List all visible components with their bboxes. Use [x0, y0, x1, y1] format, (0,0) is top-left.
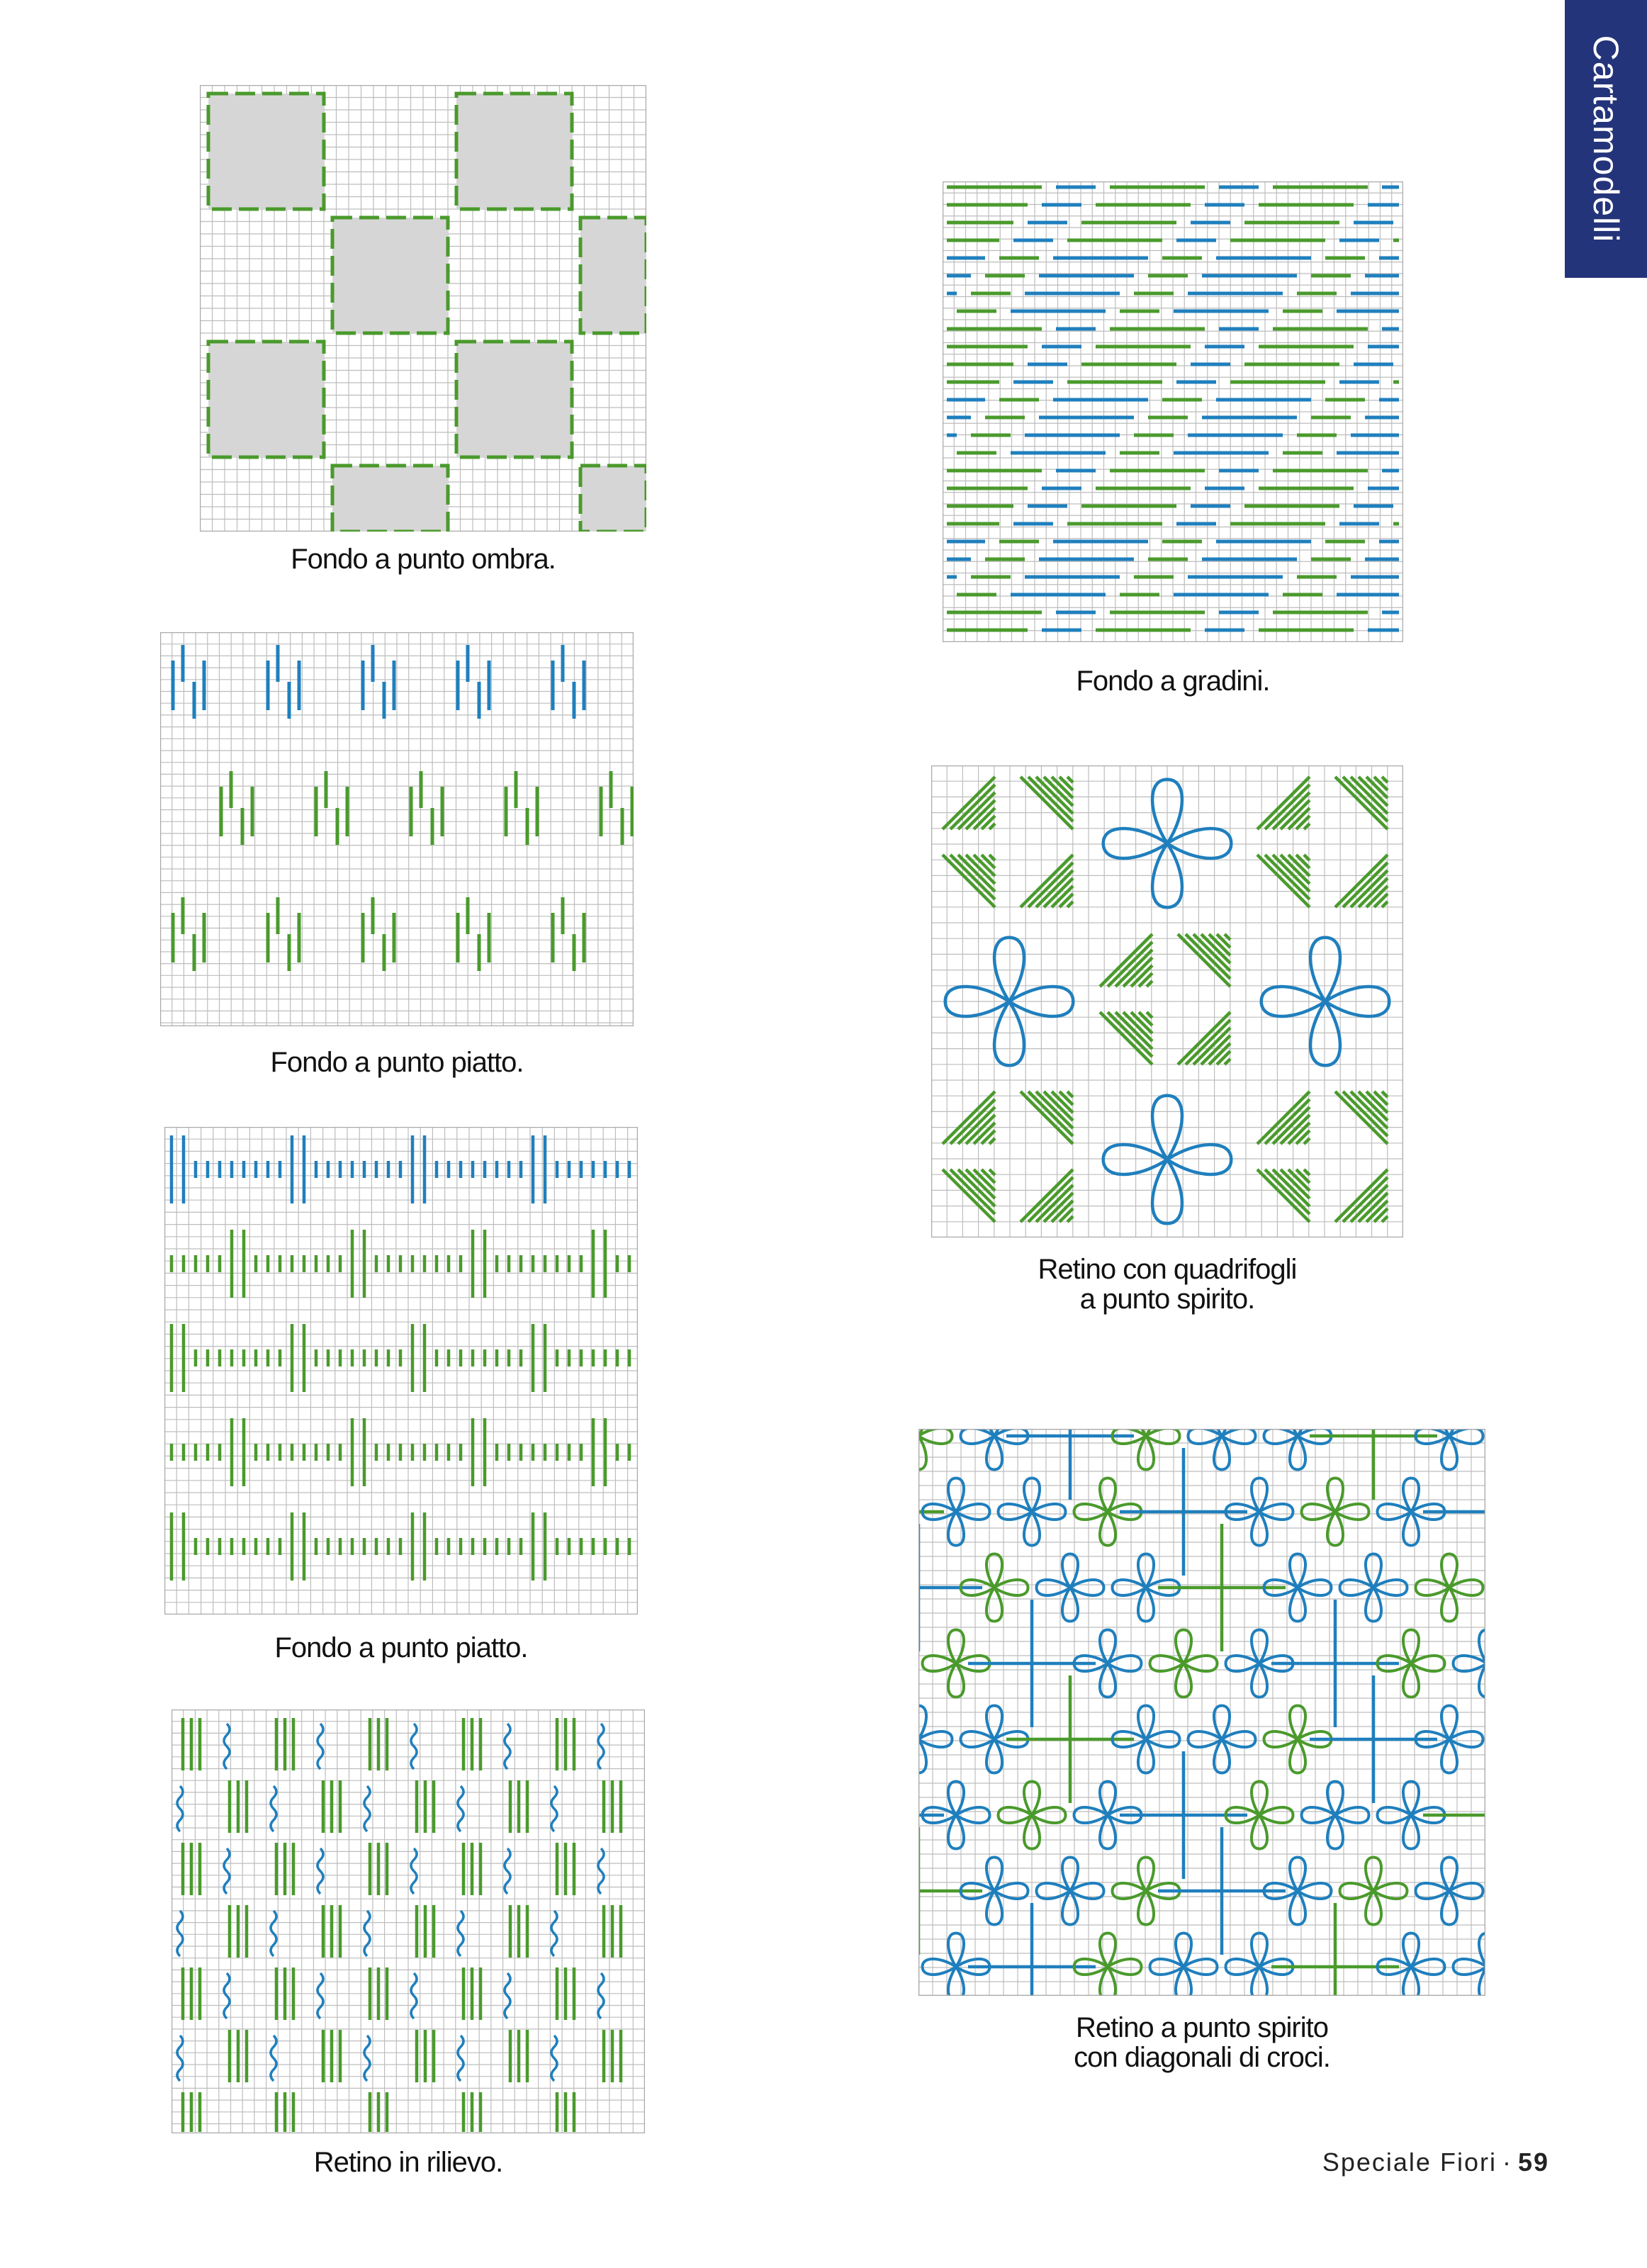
clover-petal	[1416, 1580, 1450, 1595]
clover-petal	[986, 1436, 1002, 1470]
satin-diagonal	[1335, 1091, 1388, 1144]
footer-separator: ·	[1502, 2148, 1512, 2177]
clover-petal	[1167, 829, 1231, 858]
grid-lines	[943, 181, 1403, 642]
clover-petal	[1146, 1429, 1180, 1444]
satin-diagonal	[1359, 1193, 1388, 1222]
wrap-stitch	[551, 1911, 557, 1956]
satin-diagonal	[1021, 1091, 1073, 1144]
clover-petal	[1176, 1933, 1191, 1967]
section-tab	[1565, 0, 1647, 278]
wrap-stitch	[364, 1911, 370, 1956]
clover-petal	[1310, 1001, 1340, 1065]
wrap-stitch	[458, 2036, 463, 2081]
wrap-stitch	[458, 1786, 463, 1831]
clover-petal	[1259, 1504, 1293, 1520]
clover-petal	[1290, 1891, 1305, 1925]
clover-petal	[986, 1891, 1002, 1925]
clover-petal	[1335, 1807, 1369, 1823]
satin-diagonal	[1257, 1169, 1310, 1222]
satin-diagonal	[943, 1169, 995, 1222]
caption-quadrifogli-line1: Retino con quadrifogli	[1038, 1254, 1297, 1285]
clover-petal	[1138, 1436, 1154, 1470]
wrap-stitch	[411, 1973, 417, 2019]
satin-diagonal	[1044, 878, 1073, 907]
clover-petal	[1340, 1580, 1374, 1595]
satin-diagonal	[1257, 855, 1310, 907]
clover-petal	[1176, 1663, 1191, 1697]
clover-petal	[1310, 938, 1340, 1001]
wrap-stitch	[551, 1786, 557, 1831]
satin-diagonal	[943, 1091, 995, 1144]
clover-petal	[986, 1588, 1002, 1622]
wrap-stitch	[271, 1911, 276, 1956]
clover-petal	[1403, 1630, 1419, 1664]
clover-petal	[1062, 1891, 1078, 1925]
shadow-stitch-block	[580, 218, 646, 333]
satin-diagonal	[943, 855, 995, 907]
diagram-piatto-1-chart	[160, 632, 634, 1026]
page-number: 59	[1517, 2148, 1549, 2177]
satin-diagonal	[1281, 800, 1310, 829]
clover-petal	[1138, 1588, 1154, 1622]
clover-petal	[1070, 1580, 1104, 1595]
section-tab-label: Cartamodelli	[1586, 35, 1626, 243]
clover-petal	[1100, 1815, 1115, 1849]
shadow-stitch-block	[332, 218, 448, 333]
clover-petal	[1264, 1731, 1298, 1747]
clover-petal	[1184, 1959, 1218, 1975]
diagram-gradini	[943, 181, 1403, 642]
diagram-spirito-croci	[918, 1429, 1485, 1996]
wrap-stitch	[458, 1911, 463, 1956]
clover-petal	[1100, 1630, 1115, 1664]
clover-petal	[1226, 1959, 1260, 1975]
caption-quadrifogli	[931, 1254, 1403, 1314]
diagram-rilievo-chart	[172, 1710, 645, 2133]
wrap-stitch	[317, 1973, 323, 2019]
clover-stitch	[1188, 1706, 1256, 1773]
diagram-gradini-chart	[943, 181, 1403, 642]
wrap-stitch	[271, 2036, 276, 2081]
satin-diagonal	[1382, 902, 1388, 907]
clover-petal	[1184, 1656, 1218, 1671]
wrap-stitch	[224, 1973, 230, 2019]
shadow-stitch-block	[456, 94, 572, 209]
satin-diagonal	[1021, 855, 1073, 907]
footer-title: Speciale Fiori	[1322, 2148, 1497, 2177]
satin-diagonal	[1273, 1107, 1310, 1144]
satin-diagonal	[1281, 1115, 1310, 1144]
clover-petal	[1252, 1512, 1267, 1546]
diagram-spirito-croci-chart	[918, 1429, 1485, 1996]
caption-rilievo: Retino in rilievo.	[313, 2147, 503, 2178]
clover-petal	[923, 1959, 957, 1975]
clover-stitch	[1340, 1554, 1407, 1622]
wrap-stitch	[364, 1786, 370, 1831]
satin-diagonal	[1067, 902, 1073, 907]
clover-stitch	[1302, 1478, 1369, 1546]
satin-diagonal	[1100, 1012, 1152, 1065]
diagram-quadrifogli	[931, 765, 1403, 1237]
satin-diagonal	[1021, 777, 1073, 829]
clover-petal	[1252, 1782, 1267, 1816]
clover-petal	[1103, 829, 1167, 858]
satin-diagonal	[958, 1169, 995, 1206]
grid-lines	[160, 632, 634, 1026]
grid-lines	[172, 1710, 645, 2133]
clover-petal	[1366, 1858, 1381, 1892]
caption-spirito-croci	[918, 2013, 1485, 2072]
satin-diagonal	[1382, 1216, 1388, 1222]
wrap-stitch	[177, 2036, 183, 2081]
clover-petal	[1100, 1782, 1115, 1816]
clover-petal	[1188, 1429, 1222, 1444]
diagram-piatto-2	[164, 1127, 638, 1615]
clover-petal	[1113, 1580, 1147, 1595]
wrap-stitch	[505, 1724, 510, 1769]
clover-stitch	[1416, 1858, 1483, 1925]
clover-petal	[1188, 1731, 1222, 1747]
caption-ombra: Fondo a punto ombra.	[291, 544, 556, 575]
caption-spirito-croci-line1: Retino a punto spirito	[1075, 2012, 1328, 2043]
clover-petal	[1403, 1782, 1419, 1816]
wrap-stitch	[505, 1973, 510, 2019]
clover-petal	[1403, 1933, 1419, 1967]
clover-petal	[1290, 1858, 1305, 1892]
clover-petal	[948, 1512, 964, 1546]
satin-diagonal	[958, 792, 995, 829]
clover-petal	[1146, 1731, 1180, 1747]
clover-petal	[1290, 1739, 1305, 1773]
clover-stitch	[1340, 1858, 1407, 1925]
clover-stitch	[1037, 1554, 1104, 1622]
clover-petal	[1449, 1429, 1483, 1444]
clover-petal	[1403, 1663, 1419, 1697]
satin-diagonal	[1382, 777, 1388, 782]
clover-petal	[1138, 1706, 1154, 1740]
clover-petal	[1441, 1858, 1457, 1892]
clover-petal	[1252, 1478, 1267, 1512]
satin-diagonal	[1115, 1012, 1152, 1049]
satin-diagonal	[1178, 934, 1230, 987]
clover-petal	[1302, 1807, 1336, 1823]
satin-diagonal	[1359, 878, 1388, 907]
caption-quadrifogli-line2: a punto spirito.	[1079, 1284, 1255, 1315]
clover-petal	[1167, 1145, 1231, 1174]
clover-petal	[994, 1580, 1028, 1595]
clover-petal	[948, 1663, 964, 1697]
clover-stitch	[1226, 1933, 1293, 1997]
satin-diagonal	[1067, 777, 1073, 782]
shadow-stitch-block	[208, 94, 324, 209]
clover-petal	[948, 1630, 964, 1664]
clover-stitch	[1454, 1933, 1486, 1997]
clover-petal	[1403, 1512, 1419, 1546]
satin-diagonal	[1123, 958, 1152, 987]
clover-petal	[1138, 1891, 1154, 1925]
clover-petal	[1138, 1858, 1154, 1892]
satin-diagonal	[1273, 1169, 1310, 1206]
clover-petal	[1335, 1504, 1369, 1520]
diagram-ombra-chart	[200, 85, 646, 532]
clover-petal	[1441, 1588, 1457, 1622]
clover-petal	[1373, 1580, 1407, 1595]
clover-petal	[1454, 1959, 1486, 1975]
wrap-stitch	[598, 1973, 604, 2019]
clover-stitch	[1416, 1554, 1483, 1622]
clover-petal	[1411, 1959, 1445, 1975]
clover-petal	[948, 1815, 964, 1849]
shadow-stitch-block	[456, 342, 572, 457]
wrap-stitch	[551, 2036, 557, 2081]
clover-stitch	[1454, 1630, 1486, 1697]
shadow-stitch-block	[332, 466, 448, 532]
clover-petal	[1108, 1656, 1142, 1671]
satin-diagonal	[1067, 1091, 1073, 1097]
satin-diagonal	[943, 777, 995, 829]
clover-petal	[1252, 1815, 1267, 1849]
satin-diagonal	[966, 1169, 995, 1198]
clover-petal	[948, 1782, 964, 1816]
clover-petal	[1226, 1656, 1260, 1671]
clover-petal	[1100, 1478, 1115, 1512]
clover-petal	[1403, 1478, 1419, 1512]
clover-petal	[1290, 1706, 1305, 1740]
satin-diagonal	[1335, 855, 1388, 907]
page-footer	[1322, 2148, 1549, 2177]
satin-diagonal	[1067, 1216, 1073, 1222]
clover-stitch	[1302, 1782, 1369, 1849]
satin-diagonal	[1225, 1059, 1230, 1065]
caption-piatto-1: Fondo a punto piatto.	[270, 1047, 524, 1078]
clover-petal	[1252, 1663, 1267, 1697]
grid-lines	[918, 1429, 1485, 1996]
satin-diagonal	[1225, 934, 1230, 940]
diagram-piatto-2-chart	[164, 1127, 638, 1615]
satin-diagonal	[1044, 1193, 1073, 1222]
clover-petal	[948, 1478, 964, 1512]
satin-diagonal	[1335, 777, 1388, 829]
wrap-stitch	[224, 1724, 230, 1769]
clover-petal	[1252, 1933, 1267, 1967]
clover-petal	[1403, 1815, 1419, 1849]
clover-petal	[1366, 1891, 1381, 1925]
diagram-piatto-1	[160, 632, 634, 1026]
satin-diagonal	[966, 800, 995, 829]
clover-petal	[1378, 1504, 1412, 1520]
clover-petal	[1062, 1858, 1078, 1892]
wrap-stitch	[411, 1724, 417, 1769]
clover-petal	[1138, 1739, 1154, 1773]
clover-petal	[1366, 1588, 1381, 1622]
clover-petal	[1298, 1580, 1332, 1595]
diagram-quadrifogli-chart	[931, 765, 1403, 1237]
wrap-stitch	[317, 1724, 323, 1769]
satin-diagonal	[966, 855, 995, 884]
clover-petal	[986, 1858, 1002, 1892]
clover-petal	[1100, 1512, 1115, 1546]
clover-petal	[1378, 1807, 1412, 1823]
caption-gradini: Fondo a gradini.	[1076, 666, 1270, 697]
clover-petal	[1100, 1663, 1115, 1697]
wrap-stitch	[598, 1724, 604, 1769]
clover-petal	[1150, 1959, 1184, 1975]
clover-petal	[923, 1656, 957, 1671]
shadow-stitch-block	[208, 342, 324, 457]
clover-stitch	[1037, 1858, 1104, 1925]
satin-diagonal	[1257, 777, 1310, 829]
satin-diagonal	[1273, 792, 1310, 829]
clover-stitch	[1378, 1933, 1445, 1997]
satin-diagonal	[1382, 1091, 1388, 1097]
satin-diagonal	[1123, 1012, 1152, 1041]
clover-petal	[1264, 1429, 1298, 1444]
shadow-stitch-block	[580, 466, 646, 532]
satin-diagonal	[966, 1115, 995, 1144]
clover-petal	[1103, 1145, 1167, 1174]
clover-petal	[1411, 1656, 1445, 1671]
satin-diagonal	[1178, 1012, 1230, 1065]
clover-petal	[1449, 1580, 1483, 1595]
satin-diagonal	[958, 855, 995, 892]
clover-petal	[994, 938, 1024, 1001]
clover-petal	[994, 1001, 1024, 1065]
satin-diagonal	[1100, 934, 1152, 987]
satin-diagonal	[1281, 1169, 1310, 1198]
clover-petal	[1176, 1630, 1191, 1664]
satin-diagonal	[1273, 855, 1310, 892]
clover-petal	[1302, 1504, 1336, 1520]
satin-diagonal	[1335, 1169, 1388, 1222]
clover-petal	[1441, 1891, 1457, 1925]
clover-petal	[1222, 1429, 1256, 1444]
satin-diagonal	[958, 1107, 995, 1144]
wrap-stitch	[177, 1911, 183, 1956]
clover-petal	[1441, 1706, 1457, 1740]
wrap-stitch	[271, 1786, 276, 1831]
clover-petal	[1290, 1588, 1305, 1622]
satin-diagonal	[1281, 855, 1310, 884]
clover-petal	[986, 1706, 1002, 1740]
wrap-stitch	[177, 1786, 183, 1831]
clover-petal	[1062, 1588, 1078, 1622]
caption-piatto-2: Fondo a punto piatto.	[274, 1632, 528, 1663]
clover-petal	[948, 1933, 964, 1967]
clover-petal	[1290, 1436, 1305, 1470]
clover-petal	[1100, 1933, 1115, 1967]
diagram-ombra	[200, 85, 646, 532]
clover-stitch	[1188, 1429, 1256, 1470]
clover-petal	[1259, 1807, 1293, 1823]
grid-lines	[931, 765, 1403, 1237]
clover-stitch	[1150, 1933, 1218, 1997]
satin-diagonal	[1257, 1091, 1310, 1144]
satin-diagonal	[1201, 1035, 1230, 1065]
clover-petal	[1449, 1731, 1483, 1747]
clover-petal	[1252, 1630, 1267, 1664]
clover-petal	[1441, 1739, 1457, 1773]
satin-diagonal	[1021, 1169, 1073, 1222]
clover-petal	[1150, 1656, 1184, 1671]
wrap-stitch	[364, 2036, 370, 2081]
clover-petal	[1454, 1656, 1486, 1671]
clover-stitch	[1150, 1630, 1218, 1697]
clover-petal	[986, 1739, 1002, 1773]
clover-petal	[1222, 1731, 1256, 1747]
satin-diagonal	[1115, 950, 1152, 987]
diagram-rilievo	[172, 1710, 645, 2133]
clover-petal	[1108, 1959, 1142, 1975]
clover-petal	[1441, 1436, 1457, 1470]
clover-petal	[1037, 1580, 1071, 1595]
caption-spirito-croci-line2: con diagonali di croci.	[1074, 2042, 1330, 2073]
